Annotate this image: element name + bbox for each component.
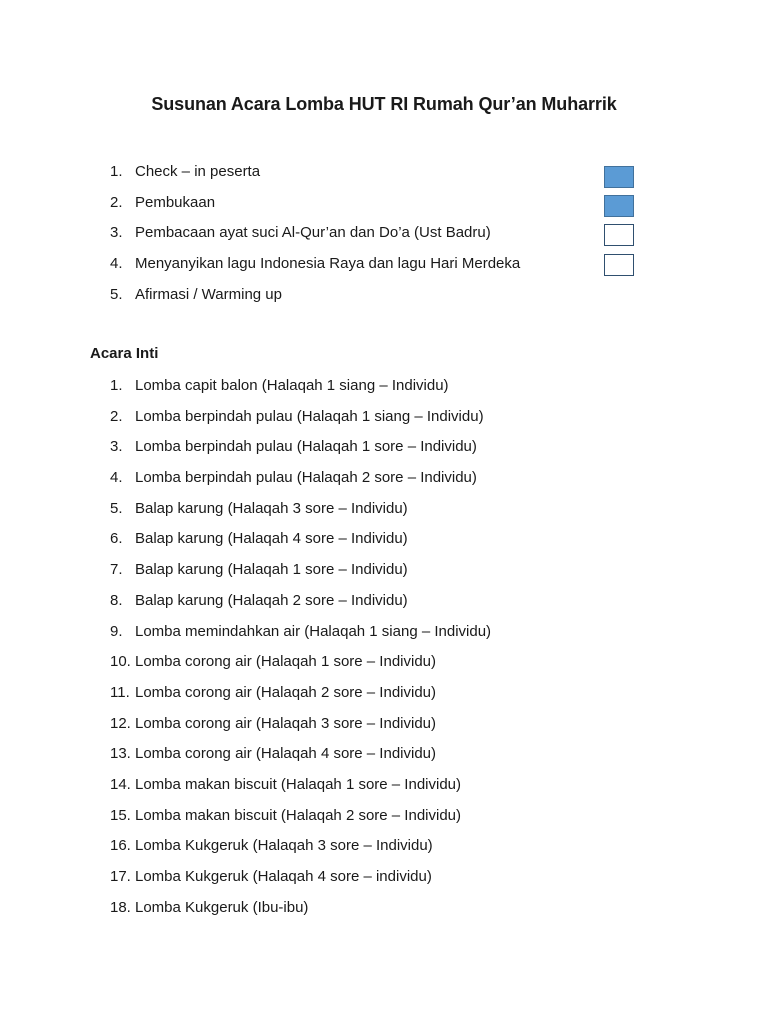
list-item-number: 5. — [110, 499, 123, 517]
list-item-label: Balap karung (Halaqah 2 sore – Individu) — [135, 591, 408, 609]
list-item-label: Lomba berpindah pulau (Halaqah 2 sore – Individu) — [135, 469, 477, 487]
list-item-number: 8. — [110, 591, 123, 609]
list-item-number: 3. — [110, 438, 123, 456]
list-item-number: 15. — [110, 806, 131, 824]
list-item-label: Lomba corong air (Halaqah 1 sore – Individu) — [135, 653, 437, 671]
list-item-label: Lomba corong air (Halaqah 2 sore – Individu) — [135, 683, 437, 701]
list-item-label: Lomba capit balon (Halaqah 1 siang – Individu) — [135, 377, 449, 394]
checkbox-check-in[interactable] — [604, 166, 634, 188]
list-item-number: 14. — [110, 775, 131, 793]
list-item-label: Lomba Kukgeruk (Halaqah 3 sore – Individu) — [135, 837, 433, 855]
list-item-number: 1. — [110, 163, 123, 180]
list-item-label: Lomba berpindah pulau (Halaqah 1 sore – Individu) — [135, 438, 477, 456]
list-item-number: 17. — [110, 868, 131, 885]
list-item-label: Lomba makan biscuit (Halaqah 1 sore – Individu) — [135, 775, 462, 793]
list-item-number: 4. — [110, 469, 123, 487]
list-item-number: 2. — [110, 193, 123, 211]
list-item-label: Pembacaan ayat suci Al-Qur’an dan Do’a (Ust Badru) — [135, 224, 491, 242]
list-item-label: Balap karung (Halaqah 1 sore – Individu) — [135, 561, 408, 579]
list-item-label: Afirmasi / Warming up — [135, 285, 282, 303]
list-item-number: 9. — [110, 622, 123, 640]
list-item-number: 5. — [110, 285, 123, 303]
list-item-label: Check – in peserta — [135, 163, 261, 180]
list-item-label: Lomba Kukgeruk (Halaqah 4 sore – individu) — [135, 868, 432, 885]
checkbox-menyanyikan[interactable] — [604, 254, 634, 276]
list-item-label: Balap karung (Halaqah 3 sore – Individu) — [135, 499, 408, 517]
list-item-number: 3. — [110, 224, 123, 242]
list-item-label: Balap karung (Halaqah 4 sore – Individu) — [135, 530, 408, 548]
section-heading-acara-inti: Acara Inti — [90, 345, 159, 362]
list-item-number: 16. — [110, 837, 131, 855]
list-item-number: 12. — [110, 714, 131, 732]
list-item-number: 11. — [110, 683, 130, 701]
list-item-label: Lomba Kukgeruk (Ibu-ibu) — [135, 898, 309, 916]
list-item-number: 6. — [110, 530, 123, 548]
list-item-number: 2. — [110, 407, 123, 425]
list-item-number: 7. — [110, 561, 123, 579]
list-item-number: 10. — [110, 653, 131, 671]
list-item-label: Lomba corong air (Halaqah 3 sore – Individu) — [135, 714, 437, 732]
list-item-number: 13. — [110, 745, 131, 763]
list-item-label: Pembukaan — [135, 193, 216, 211]
list-item-label: Lomba memindahkan air (Halaqah 1 siang – Individu) — [135, 622, 492, 640]
list-item-label: Lomba corong air (Halaqah 4 sore – Individu) — [135, 745, 437, 763]
list-item-label: Lomba makan biscuit (Halaqah 2 sore – Individu) — [135, 806, 462, 824]
list-item-label: Menyanyikan lagu Indonesia Raya dan lagu Hari Merdeka — [135, 255, 521, 273]
list-item-number: 18. — [110, 898, 131, 916]
list-item-number: 1. — [110, 377, 123, 394]
list-item-label: Lomba berpindah pulau (Halaqah 1 siang – Individu) — [135, 407, 484, 425]
checkbox-pembukaan[interactable] — [604, 195, 634, 217]
list-item-number: 4. — [110, 255, 123, 273]
document-title: Susunan Acara Lomba HUT RI Rumah Qur’an Muharrik — [151, 94, 617, 114]
checkbox-pembacaan[interactable] — [604, 224, 634, 246]
